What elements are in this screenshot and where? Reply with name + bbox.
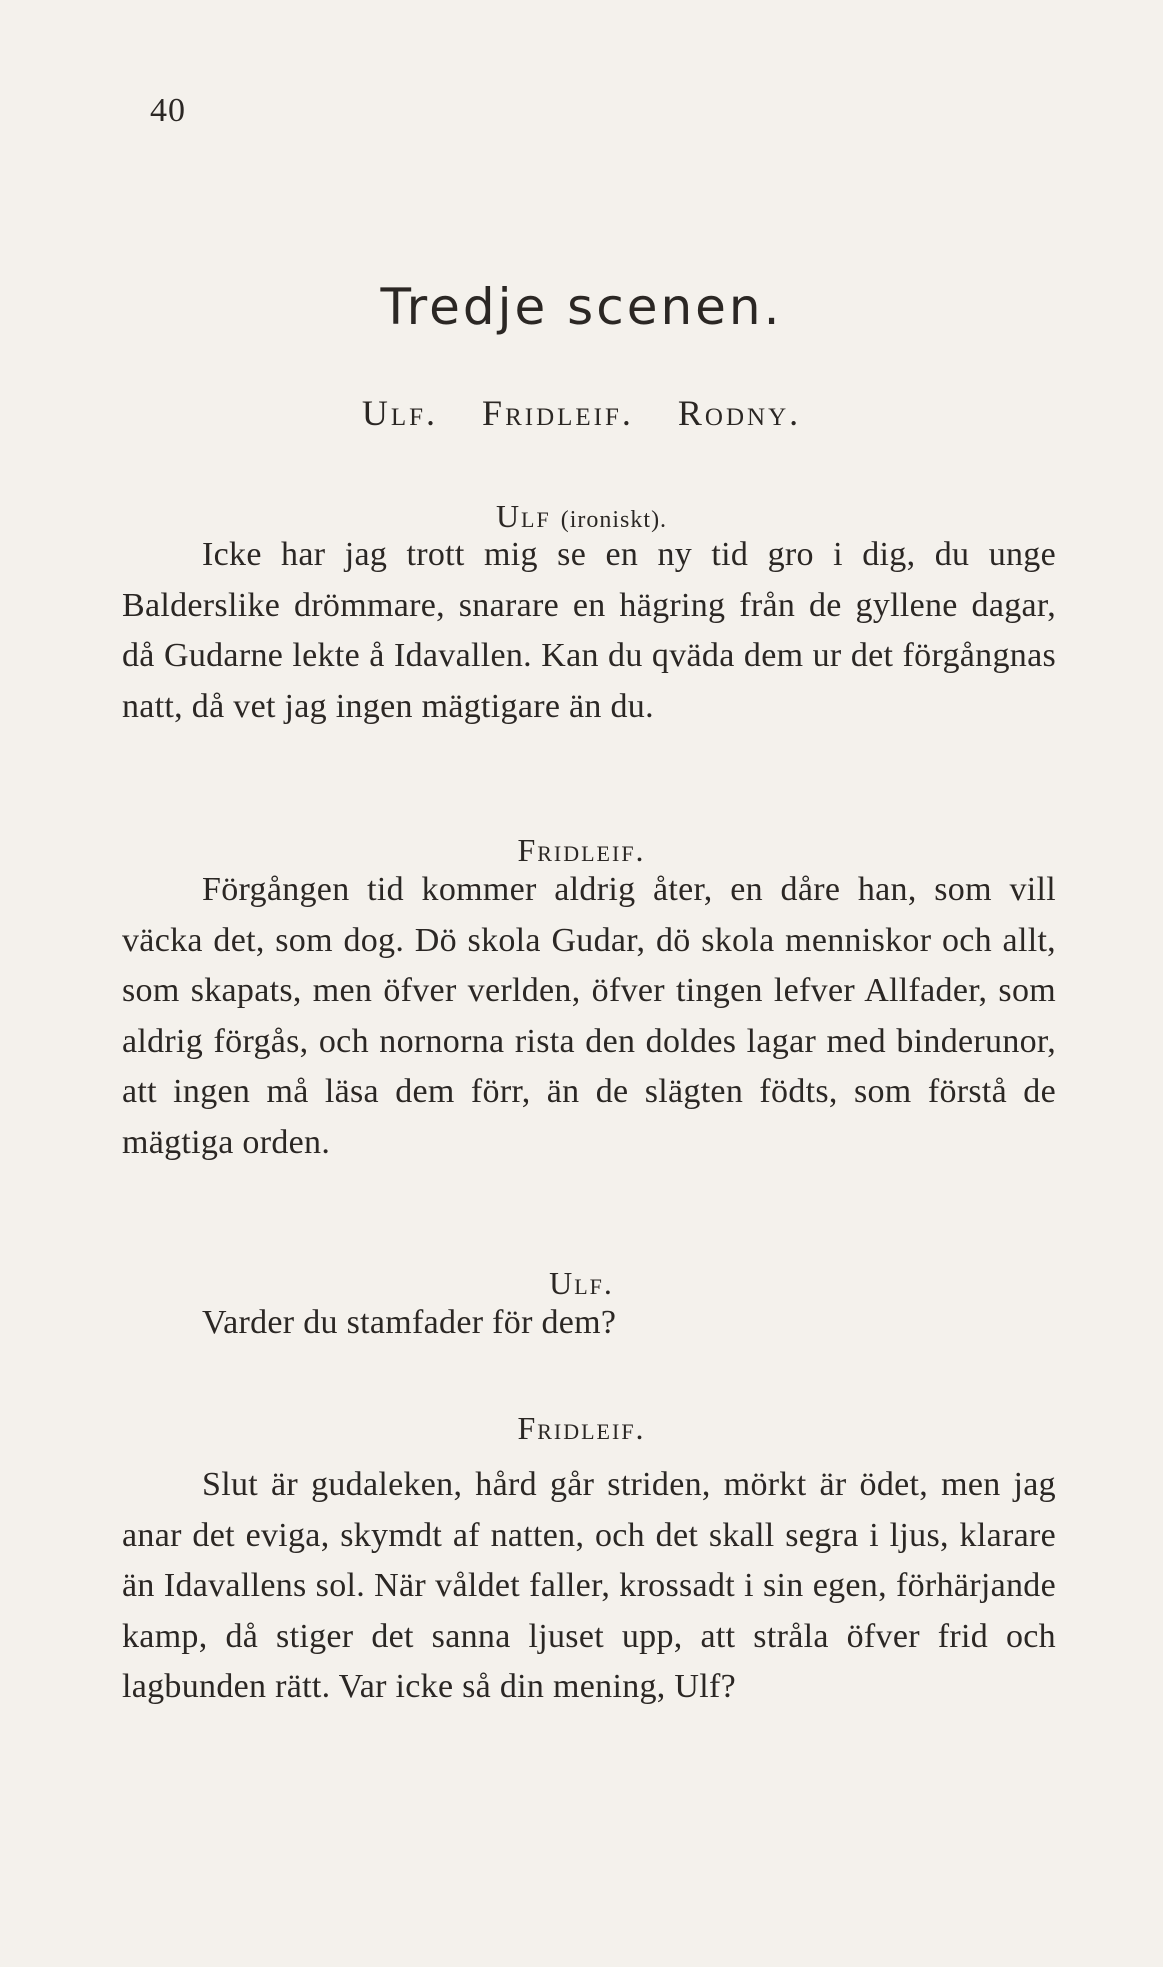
speech-text: Slut är gudaleken, hård går striden, mörkt är ödet, men jag anar det eviga, skymdt af natten, och det skall segra i ljus, klarare än Idavallens sol. När våldet faller, krossadt i sin egen, förhärjande kamp, då stiger det sanna ljuset upp, att stråla öfver frid och lagbunden rätt. Var icke så din mening, Ulf? bbox=[122, 1466, 1056, 1705]
cast-member-ulf: Ulf. bbox=[361, 393, 439, 433]
speech-text: Icke har jag trott mig se en ny tid gro i dig, du unge Balderslike drömmare, snarare en hägring från de gyllene dagar, då Gudarne lekte å Idavallen. Kan du qväda dem ur det förgångnas natt, då vet jag ingen mägtigare än du. bbox=[122, 536, 1056, 725]
speaker-label: Ulf bbox=[495, 498, 551, 534]
stage-direction: (ironiskt). bbox=[560, 507, 668, 533]
cast-member-fridleif: Fridleif. bbox=[482, 393, 634, 433]
speaker-name: Fridleif. bbox=[517, 832, 646, 868]
scene-title: Tredje scenen. bbox=[380, 278, 783, 336]
speaker-name: Ulf. bbox=[549, 1265, 614, 1301]
speaker-name: Fridleif. bbox=[517, 1410, 646, 1446]
page-number: 40 bbox=[150, 92, 186, 129]
speech-text: Varder du stamfader för dem? bbox=[202, 1304, 617, 1341]
cast-member-rodny: Rodny. bbox=[677, 393, 802, 433]
cast-list bbox=[0, 392, 1163, 434]
speech-text: Förgången tid kommer aldrig åter, en dåre han, som vill väcka det, som dog. Dö skola Gudar, dö skola menniskor och allt, som skapats, men öfver verlden, öfver tingen lefver Allfader, som aldrig förgås, och nornorna rista den doldes lagar med binderunor, att ingen må läsa dem förr, än de slägten födts, som förstå de mägtiga orden. bbox=[122, 871, 1056, 1161]
